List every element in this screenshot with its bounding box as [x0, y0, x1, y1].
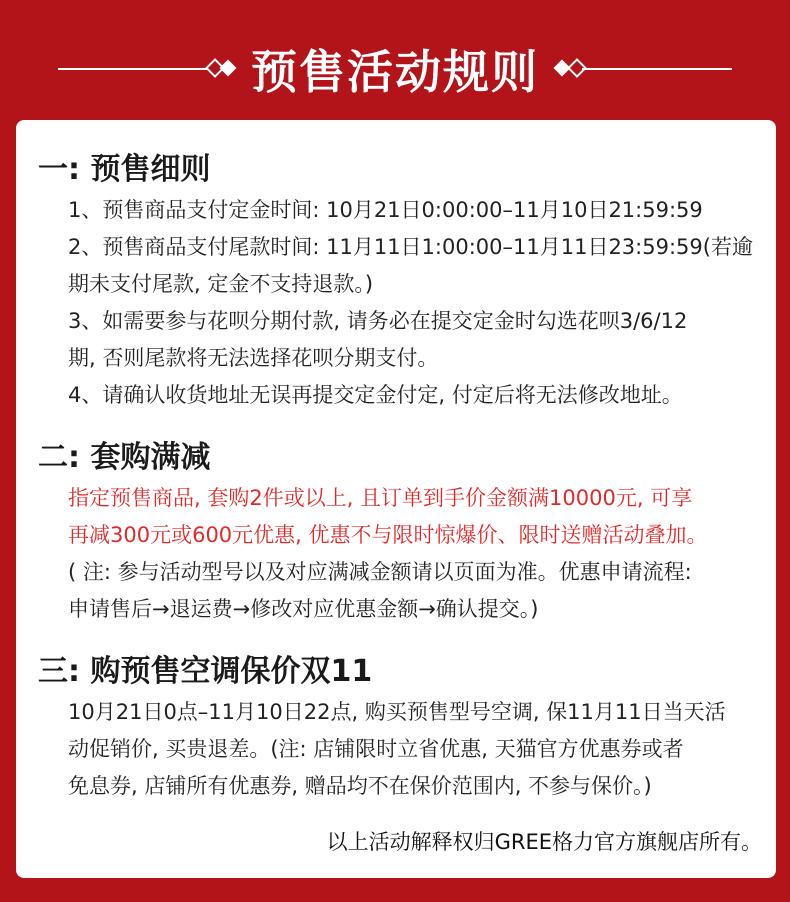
rule-line: 免息券, 店铺所有优惠券, 赠品均不在保价范围内, 不参与保价。) [68, 774, 652, 798]
promo-line: 指定预售商品, 套购2件或以上, 且订单到手价金额满10000元, 可享 [68, 486, 693, 510]
footer-disclaimer: 以上活动解释权归GREE格力官方旗舰店所有。 [326, 830, 762, 854]
rule-line: 2、预售商品支付尾款时间: 11月11日1:00:00–11月11日23:59:59(若逾 [68, 235, 753, 259]
rule-line: 1、预售商品支付定金时间: 10月21日0:00:00–11月10日21:59:59 [68, 198, 703, 222]
section-title-bundle-discount: 二: 套购满减 [38, 440, 211, 475]
rule-line: 10月21日0点–11月10日22点, 购买预售型号空调, 保11月11日当天活 [68, 700, 726, 724]
rule-line: 期, 否则尾款将无法选择花呗分期支付。 [68, 346, 439, 370]
title-divider-right [582, 68, 732, 70]
note-line: 申请售后→退运费→修改对应优惠金额→确认提交。) [68, 597, 539, 621]
header-banner [0, 0, 790, 118]
section-title-presale-details: 一: 预售细则 [38, 152, 211, 187]
rule-line: 3、如需要参与花呗分期付款, 请务必在提交定金时勾选花呗3/6/12 [68, 309, 688, 333]
page-title: 预售活动规则 [251, 45, 539, 99]
rule-line: 期未支付尾款, 定金不支持退款。) [68, 272, 374, 296]
note-line: ( 注: 参与活动型号以及对应满减金额请以页面为准。优惠申请流程: [68, 560, 692, 584]
promo-line: 再减300元或600元优惠, 优惠不与限时惊爆价、限时送赠活动叠加。 [68, 523, 708, 547]
rule-line: 动促销价, 买贵退差。(注: 店铺限时立省优惠, 天猫官方优惠券或者 [68, 737, 684, 761]
rule-line: 4、请确认收货地址无误再提交定金付定, 付定后将无法修改地址。 [68, 383, 683, 407]
rules-card [16, 120, 776, 878]
section-title-price-protection: 三: 购预售空调保价双11 [38, 654, 373, 689]
